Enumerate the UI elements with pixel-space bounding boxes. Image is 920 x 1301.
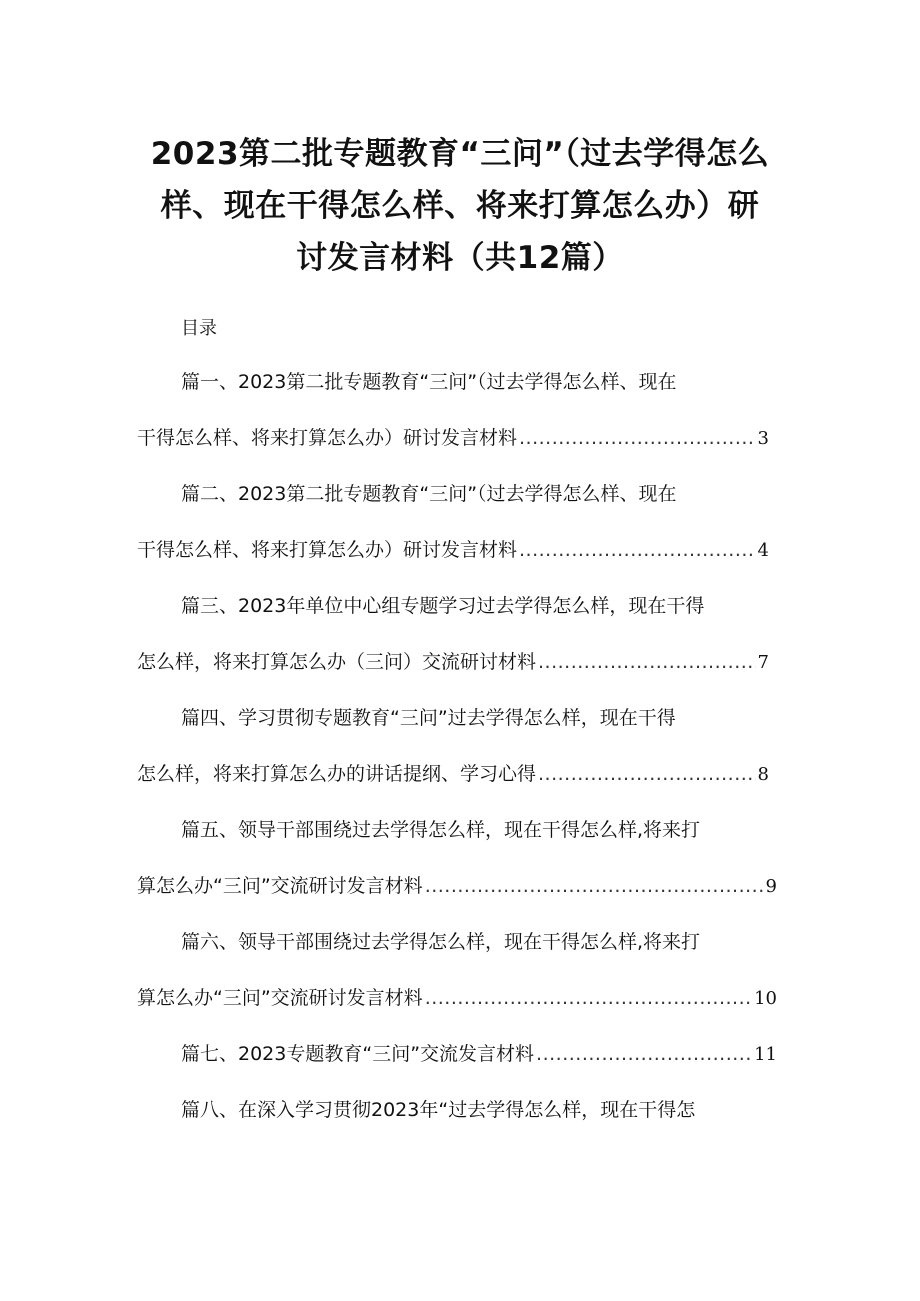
toc-entry-1-page: 3 [757, 428, 769, 449]
toc-entry-5-page: 9 [765, 876, 777, 897]
toc-entry-1-text: 干得怎么样、将来打算怎么办）研讨发言材料 [137, 427, 518, 449]
toc-entry-6-line-1[interactable]: 篇六、领导干部围绕过去学得怎么样，现在干得怎么样,将来打 [181, 931, 701, 953]
toc-entry-7-page: 11 [754, 1044, 777, 1065]
toc-entry-4-line-1[interactable]: 篇四、学习贯彻专题教育“三问”过去学得怎么样，现在干得 [181, 707, 676, 729]
toc-entry-5-text: 算怎么办“三问”交流研讨发言材料 [137, 875, 423, 897]
toc-leader-dots [425, 872, 764, 900]
toc-leader-dots [519, 424, 756, 452]
toc-entry-7-line-1[interactable] [181, 1040, 777, 1069]
toc-entry-5-line-1[interactable]: 篇五、领导干部围绕过去学得怎么样，现在干得怎么样,将来打 [181, 819, 701, 841]
toc-leader-dots [519, 536, 756, 564]
toc-entry-4-page: 8 [757, 764, 769, 785]
toc-entry-2-line-2[interactable] [137, 536, 769, 565]
toc-entry-5-line-2[interactable] [137, 872, 777, 901]
toc-entry-4-text: 怎么样，将来打算怎么办的讲话提纲、学习心得 [137, 763, 537, 785]
toc-entry-6-text: 算怎么办“三问”交流研讨发言材料 [137, 987, 423, 1009]
toc-entry-2-page: 4 [757, 540, 769, 561]
toc-entry-2-text: 干得怎么样、将来打算怎么办）研讨发言材料 [137, 539, 518, 561]
toc-heading: 目录 [181, 318, 217, 339]
toc-leader-dots [425, 984, 752, 1012]
toc-entry-3-text: 怎么样，将来打算怎么办（三问）交流研讨材料 [137, 651, 537, 673]
title-line-3: 讨发言材料（共12篇） [296, 240, 624, 276]
toc-entry-1-line-2[interactable] [137, 424, 769, 453]
title-line-1: 2023第二批专题教育“三问”（过去学得怎么 [150, 136, 770, 172]
toc-leader-dots [538, 648, 756, 676]
toc-entry-6-line-2[interactable] [137, 984, 777, 1013]
toc-entry-2-line-1[interactable]: 篇二、2023第二批专题教育“三问”（过去学得怎么样、现在 [181, 483, 677, 505]
toc-entry-7-text: 篇七、2023专题教育“三问”交流发言材料 [181, 1043, 535, 1065]
toc-entry-4-line-2[interactable] [137, 760, 769, 789]
toc-entry-1-line-1[interactable]: 篇一、2023第二批专题教育“三问”（过去学得怎么样、现在 [181, 371, 677, 393]
title-line-2: 样、现在干得怎么样、将来打算怎么办）研 [160, 188, 760, 224]
toc-entry-3-page: 7 [757, 652, 769, 673]
toc-leader-dots [538, 760, 756, 788]
toc-leader-dots [536, 1040, 752, 1068]
toc-entry-8-line-1[interactable]: 篇八、在深入学习贯彻2023年“过去学得怎么样，现在干得怎 [181, 1099, 696, 1121]
document-title [120, 128, 800, 284]
toc-entry-6-page: 10 [754, 988, 777, 1009]
toc-entry-3-line-1[interactable]: 篇三、2023年单位中心组专题学习过去学得怎么样，现在干得 [181, 595, 705, 617]
toc-entry-3-line-2[interactable] [137, 648, 769, 677]
